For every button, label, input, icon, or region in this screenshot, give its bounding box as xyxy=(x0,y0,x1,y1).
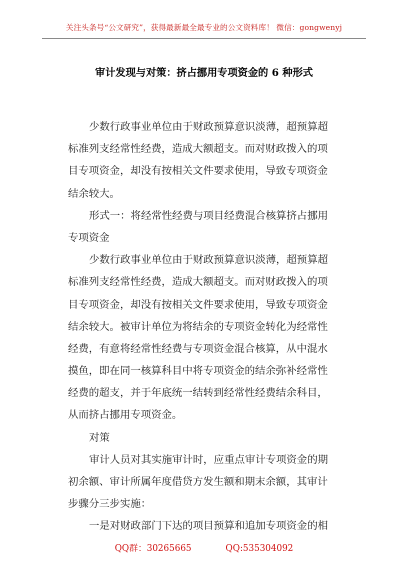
paragraph-line: 对策 xyxy=(89,431,110,444)
paragraph-line: 结余较大。 xyxy=(68,187,120,200)
header-banner: 关注头条号“公文研究”，获得最新最全最专业的公文资料库！ 微信：gongwenyj xyxy=(65,23,343,32)
paragraph-line: 一是对财政部门下达的项目预算和追加专项资金的相 xyxy=(89,520,328,533)
paragraph-line: 从而挤占挪用专项资金。 xyxy=(68,409,183,422)
paragraph-line: 初余额、审计所属年度借贷方发生额和期末余额，其审计 xyxy=(68,476,328,488)
paragraph-line: 专项资金 xyxy=(68,231,110,244)
paragraph-line: 少数行政事业单位由于财政预算意识淡薄，超预算超 xyxy=(89,254,328,267)
document-body xyxy=(68,116,348,538)
footer-qq-number: QQ:535304092 xyxy=(225,544,294,554)
paragraph-line: 步骤分三步实施： xyxy=(68,498,152,511)
paragraph-line: 标准列支经常性经费，造成大额超支。而对财政拨入的项 xyxy=(68,276,328,289)
paragraph-line: 经费，有意将经常性经费与专项资金混合核算，从中混水 xyxy=(68,342,328,355)
paragraph-line: 经费的超支，并于年底统一结转到经常性经费结余科目， xyxy=(68,387,328,400)
paragraph-line: 标准列支经常性经费，造成大额超支。而对财政拨入的项 xyxy=(68,143,328,156)
paragraph-line: 结余较大。被审计单位为将结余的专项资金转化为经常性 xyxy=(68,320,328,333)
paragraph-line: 审计人员对其实施审计时，应重点审计专项资金的期 xyxy=(89,453,328,466)
footer-qq-group: QQ群：30265665 xyxy=(114,544,192,554)
paragraph-line: 少数行政事业单位由于财政预算意识淡薄，超预算超 xyxy=(89,121,328,133)
footer-contact xyxy=(0,541,408,554)
header-divider xyxy=(42,38,366,39)
document-title: 审计发现与对策：挤占挪用专项资金的 6 种形式 xyxy=(95,67,313,79)
paragraph-line: 目专项资金，却没有按相关文件要求使用，导致专项资金 xyxy=(68,165,328,178)
paragraph-line: 形式一：将经常性经费与项目经费混合核算挤占挪用 xyxy=(89,209,328,222)
paragraph-line: 目专项资金，却没有按相关文件要求使用，导致专项资金 xyxy=(68,298,328,311)
paragraph-line: 摸鱼，即在同一核算科目中将专项资金的结余弥补经常性 xyxy=(68,365,328,378)
